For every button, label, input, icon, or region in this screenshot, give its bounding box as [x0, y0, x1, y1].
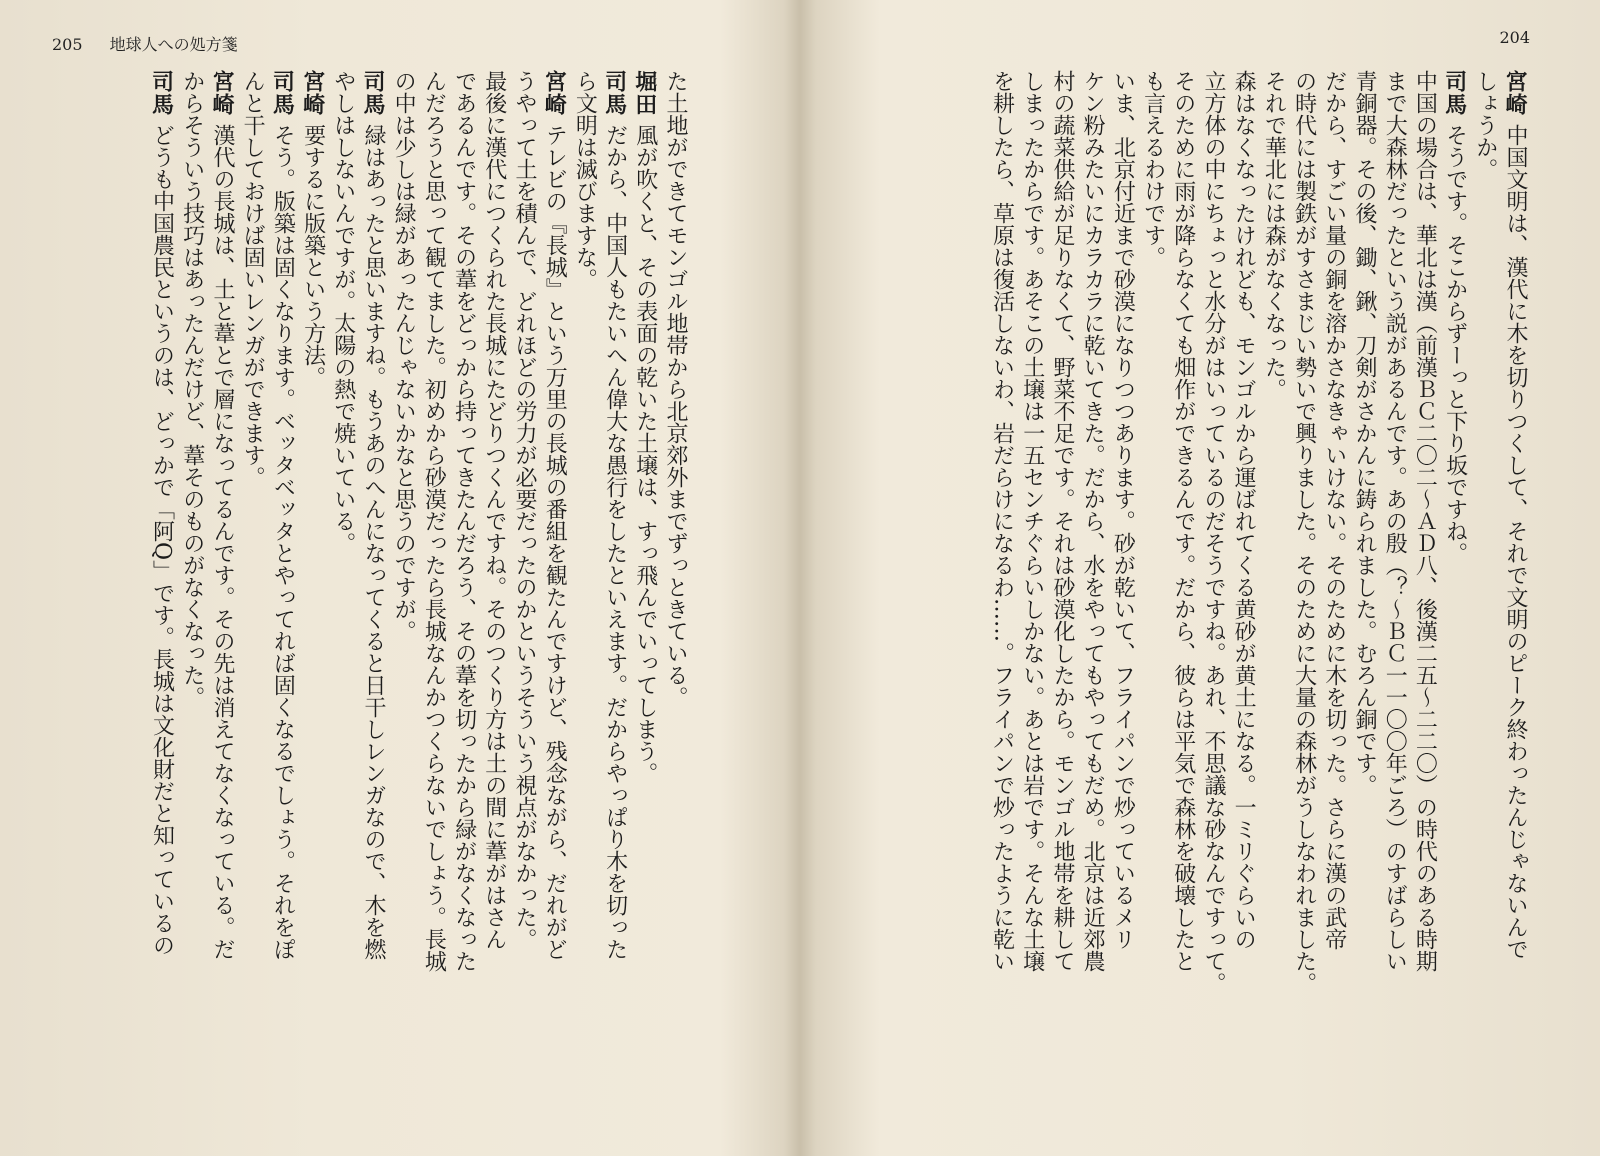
running-header: [52, 32, 238, 55]
text-line: [328, 70, 358, 1130]
text-line: [297, 70, 327, 1130]
text-line: [1228, 70, 1258, 1130]
line-text: しょうか。: [1472, 70, 1498, 180]
line-text: 中国の場合は、華北は漢（前漢ＢＣ二〇二〜ＡＤ八、後漢二五〜二二〇）の時代のある時期: [1412, 70, 1438, 972]
line-text: だから、中国人もたいへん偉大な愚行をしたといえます。だからやっぱり木を切った: [602, 124, 628, 960]
text-line: [1017, 70, 1047, 1130]
text-line: [1107, 70, 1137, 1130]
text-line: [660, 70, 690, 1130]
line-text: うやって土を積んで、どれほどの労力が必要だったのかというそういう視点がなかった。: [511, 70, 537, 950]
text-line: [418, 70, 448, 1130]
text-line: [1258, 70, 1288, 1130]
text-line: [177, 70, 207, 1130]
left-page-body: [30, 70, 690, 1130]
line-text: どうも中国農民というのは、どっかで「阿Q」です。長城は文化財だと知っているの: [149, 124, 175, 957]
text-line: [1077, 70, 1107, 1130]
left-page: [0, 0, 770, 1156]
text-line: [207, 70, 237, 1130]
line-text: 立方体の中にちょっと水分がはいっているのだそうですね。あれ、不思議な砂なんですって。: [1200, 70, 1226, 994]
line-text: 村の蔬菜供給が足りなくて、野菜不足です。それは砂漠化したから。モンゴル地帯を耕して: [1049, 70, 1075, 972]
speaker-name: 宮崎: [299, 70, 326, 116]
text-line: [630, 70, 660, 1130]
line-text: んと干しておけば固いレンガができます。: [240, 70, 266, 488]
line-text: た土地ができてモンゴル地帯から北京郊外までずっときている。: [663, 70, 688, 708]
text-line: [509, 70, 539, 1130]
line-text: そうです。そこからずーっと下り坂ですね。: [1442, 124, 1468, 564]
line-text: だから、すごい量の銅を溶かさなきゃいけない。そのために木を切った。さらに漢の武帝: [1321, 70, 1347, 950]
line-text: んだろうと思って観てました。初めから砂漠だったら長城なんかつくらないでしょう。長城: [421, 70, 447, 972]
text-line: [479, 70, 509, 1130]
line-text: 中国文明は、漢代に木を切りつくして、それで文明のピーク終わったんじゃないんで: [1503, 124, 1528, 960]
speaker-name: 司馬: [1441, 70, 1468, 116]
line-text: それで華北には森がなくなった。: [1261, 70, 1287, 400]
text-line: [1409, 70, 1439, 1130]
line-text: 要するに版築という方法。: [300, 124, 326, 388]
speaker-name: 宮崎: [208, 70, 235, 116]
line-text: を耕したら、草原は復活しないわ、岩だらけになるわ……。フライパンで炒ったように乾い: [989, 70, 1015, 972]
line-text: の中は少しは緑があったんじゃないかなと思うのですが。: [391, 70, 417, 642]
speaker-name: 宮崎: [541, 70, 568, 116]
text-line: [1349, 70, 1379, 1130]
text-line: [388, 70, 418, 1130]
text-line: [237, 70, 267, 1130]
text-line: [599, 70, 629, 1130]
speaker-name: 司馬: [601, 70, 628, 116]
line-text: 風が吹くと、その表面の乾いた土壌は、すっ飛んでいってしまう。: [632, 124, 658, 784]
line-text: いま、北京付近まで砂漠になりつつあります。砂が乾いて、フライパンで炒っているメリ: [1110, 70, 1136, 950]
line-text: そう。版築は固くなります。ベッタベッタとやってれば固くなるでしょう。それをぽ: [270, 124, 296, 960]
line-text: 最後に漢代につくられた長城にたどりつくんですね。そのつくり方は土の間に葦がはさん: [481, 70, 507, 950]
text-line: [1198, 70, 1228, 1130]
text-line: [539, 70, 569, 1130]
text-line: [448, 70, 478, 1130]
line-text: も言えるわけです。: [1140, 70, 1166, 268]
text-line: [1047, 70, 1077, 1130]
text-line: [986, 70, 1016, 1130]
text-line: [1500, 70, 1530, 1130]
right-page: [790, 0, 1600, 1156]
speaker-name: 宮崎: [1502, 70, 1528, 116]
line-text: そのために雨が降らなくても畑作ができるんです。だから、彼らは平気で森林を破壊したと: [1170, 70, 1196, 972]
book-title: 地球人への処方箋: [109, 35, 238, 54]
line-text: まで大森林だったという説があるんです。あの殷（？〜ＢＣ一一〇〇年ごろ）のすばらしい: [1382, 70, 1408, 972]
text-line: [146, 70, 176, 1130]
line-text: 漢代の長城は、土と葦とで層になってるんです。その先は消えてなくなっている。だ: [209, 124, 235, 960]
speaker-name: 司馬: [359, 70, 386, 116]
line-text: しまったからです。あそこの土壌は一五センチぐらいしかない。あとは岩です。そんな土壌: [1019, 70, 1045, 972]
text-line: [358, 70, 388, 1130]
line-text: であるんです。その葦をどっから持ってきたんだろう、その葦を切ったから緑がなくなった: [451, 70, 477, 972]
text-line: [1379, 70, 1409, 1130]
line-text: テレビの『長城』という万里の長城の番組を観たんですけど、残念ながら、だれがど: [542, 124, 568, 960]
text-line: [1288, 70, 1318, 1130]
line-text: 緑はあったと思いますね。もうあのへんになってくると日干しレンガなので、木を燃: [360, 124, 386, 960]
text-line: [1137, 70, 1167, 1130]
line-text: の時代には製鉄がすさまじい勢いで興りました。そのために大量の森林がうしなわれました。: [1291, 70, 1317, 994]
text-line: [569, 70, 599, 1130]
speaker-name: 司馬: [269, 70, 296, 116]
line-text: からそういう技巧はあったんだけど、葦そのものがなくなった。: [179, 70, 205, 708]
page-number-left: 205: [52, 35, 83, 54]
text-line: [267, 70, 297, 1130]
speaker-name: 堀田: [631, 70, 658, 116]
right-page-body: [830, 70, 1530, 1130]
line-text: 森はなくなったけれども、モンゴルから運ばれてくる黄砂が黄土になる。一ミリぐらいの: [1231, 70, 1257, 950]
text-line: [1470, 70, 1500, 1130]
text-line: [1439, 70, 1469, 1130]
line-text: 青銅器。その後、鋤、鍬、刀剣がさかんに鋳られました。むろん銅です。: [1351, 70, 1377, 796]
line-text: ら文明は滅びますな。: [572, 70, 598, 290]
line-text: やしはしないんですが。太陽の熱で焼いている。: [330, 70, 356, 554]
speaker-name: 司馬: [148, 70, 175, 116]
text-line: [1168, 70, 1198, 1130]
line-text: ケン粉みたいにカラカラに乾いてきた。だから、水をやってもやってもだめ。北京は近郊農: [1080, 70, 1106, 972]
page-number-right: 204: [1499, 28, 1530, 47]
text-line: [1319, 70, 1349, 1130]
